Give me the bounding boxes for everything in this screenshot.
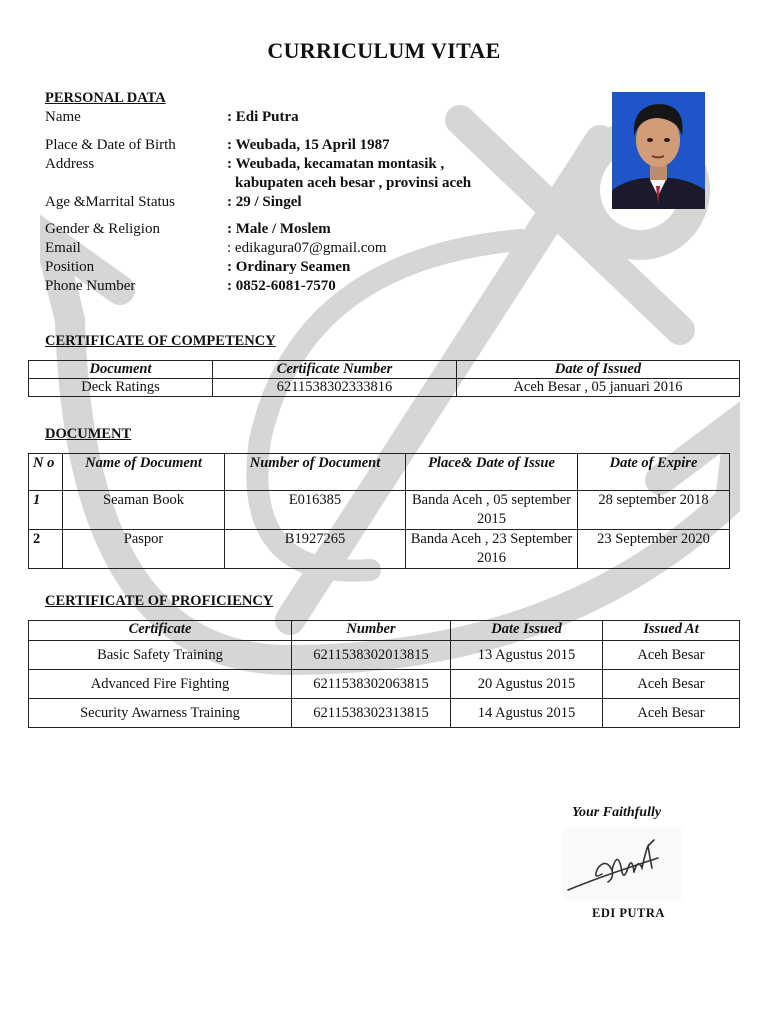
table-row xyxy=(29,379,740,397)
table-cell: Aceh Besar xyxy=(603,641,740,670)
table-cell: 6211538302063815 xyxy=(292,670,451,699)
closing-text: Your Faithfully xyxy=(572,805,662,820)
page-title: CURRICULUM VITAE xyxy=(267,38,501,63)
table-cell: B1927265 xyxy=(225,530,406,569)
pd-value: : edikagura07@gmail.com xyxy=(227,240,387,256)
table-cell: Advanced Fire Fighting xyxy=(29,670,292,699)
pd-row-address-2 xyxy=(0,174,610,193)
table-cell: Paspor xyxy=(63,530,225,569)
col-header: N o xyxy=(29,454,63,491)
document-heading: DOCUMENT xyxy=(45,426,132,442)
col-header: Document xyxy=(29,361,213,379)
col-header: Certificate xyxy=(29,621,292,641)
proficiency-table xyxy=(28,620,740,728)
col-header: Number xyxy=(292,621,451,641)
table-cell: Security Awarness Training xyxy=(29,699,292,728)
table-cell: 2 xyxy=(29,530,63,569)
pd-row-age xyxy=(0,193,610,212)
pd-value: : Weubada, kecamatan montasik , xyxy=(227,156,445,172)
competency-table xyxy=(28,360,740,397)
table-cell: 14 Agustus 2015 xyxy=(451,699,603,728)
col-header: Name of Document xyxy=(63,454,225,491)
table-cell: Banda Aceh , 05 september 2015 xyxy=(406,491,578,530)
competency-heading: CERTIFICATE OF COMPETENCY xyxy=(45,333,276,349)
col-header: Issued At xyxy=(603,621,740,641)
table-cell: E016385 xyxy=(225,491,406,530)
pd-label: Gender & Religion xyxy=(45,221,160,237)
pd-label: Age &Marrital Status xyxy=(45,194,175,210)
table-row xyxy=(29,641,740,670)
col-header: Date Issued xyxy=(451,621,603,641)
pd-row-name xyxy=(0,108,610,127)
signer-name: EDI PUTRA xyxy=(592,906,665,920)
table-cell: Basic Safety Training xyxy=(29,641,292,670)
pd-value: kabupaten aceh besar , provinsi aceh xyxy=(235,175,472,191)
col-header: Date of Issued xyxy=(457,361,740,379)
table-header-row xyxy=(29,621,740,641)
pd-value: : Edi Putra xyxy=(227,109,299,125)
table-cell: Seaman Book xyxy=(63,491,225,530)
table-cell: Aceh Besar , 05 januari 2016 xyxy=(457,379,740,397)
personal-data-list xyxy=(0,108,610,298)
pd-value: : 29 / Singel xyxy=(227,194,302,210)
table-row xyxy=(29,699,740,728)
table-cell: Aceh Besar xyxy=(603,699,740,728)
pd-row-position xyxy=(0,258,610,277)
table-cell: 6211538302013815 xyxy=(292,641,451,670)
signature-scribble-icon xyxy=(562,828,682,900)
person-photo-icon xyxy=(612,92,705,209)
table-cell: Aceh Besar xyxy=(603,670,740,699)
table-cell: 13 Agustus 2015 xyxy=(451,641,603,670)
table-cell: 28 september 2018 xyxy=(578,491,730,530)
pd-row-birth xyxy=(0,136,610,155)
pd-label: Position xyxy=(45,259,95,275)
table-row xyxy=(29,530,730,569)
pd-row-email xyxy=(0,239,610,258)
pd-label: Phone Number xyxy=(45,278,136,294)
pd-value: : Ordinary Seamen xyxy=(227,259,351,275)
profile-photo xyxy=(612,92,705,209)
table-cell: Deck Ratings xyxy=(29,379,213,397)
table-header-row xyxy=(29,454,730,491)
pd-row-phone xyxy=(0,277,610,296)
pd-row-gender xyxy=(0,220,610,239)
table-cell: 6211538302333816 xyxy=(213,379,457,397)
personal-data-heading: PERSONAL DATA xyxy=(45,90,166,106)
col-header: Certificate Number xyxy=(213,361,457,379)
table-cell: 1 xyxy=(29,491,63,530)
table-row xyxy=(29,491,730,530)
col-header: Date of Expire xyxy=(578,454,730,491)
table-cell: 6211538302313815 xyxy=(292,699,451,728)
pd-label: Name xyxy=(45,109,81,125)
pd-value: : 0852-6081-7570 xyxy=(227,278,336,294)
table-cell: 20 Agustus 2015 xyxy=(451,670,603,699)
document-table xyxy=(28,453,730,569)
table-cell: Banda Aceh , 23 September 2016 xyxy=(406,530,578,569)
pd-row-address xyxy=(0,155,610,174)
pd-label: Place & Date of Birth xyxy=(45,137,176,153)
table-header-row xyxy=(29,361,740,379)
col-header: Place& Date of Issue xyxy=(406,454,578,491)
table-row xyxy=(29,670,740,699)
pd-label: Email xyxy=(45,240,81,256)
col-header: Number of Document xyxy=(225,454,406,491)
pd-label: Address xyxy=(45,156,95,172)
table-cell: 23 September 2020 xyxy=(578,530,730,569)
proficiency-heading: CERTIFICATE OF PROFICIENCY xyxy=(45,593,274,609)
pd-value: : Weubada, 15 April 1987 xyxy=(227,137,390,153)
pd-value: : Male / Moslem xyxy=(227,221,331,237)
